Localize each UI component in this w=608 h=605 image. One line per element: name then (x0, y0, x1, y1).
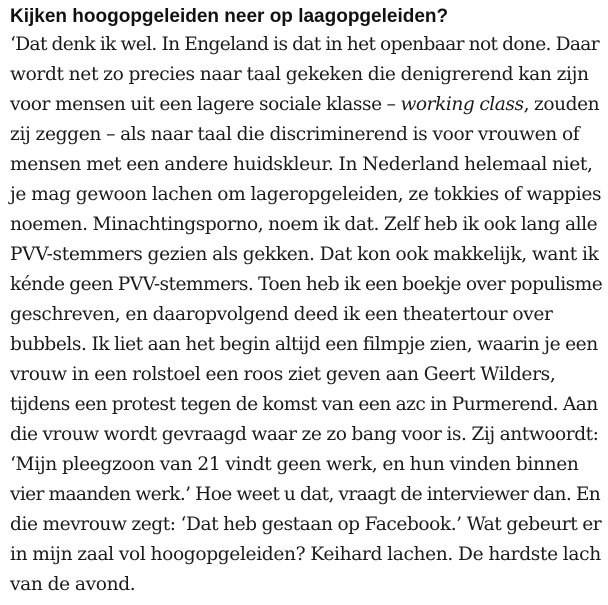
paragraph-line: bubbels. Ik liet aan het begin altijd een filmpje zien, waarin je een (10, 334, 598, 355)
paragraph-line: ‘Mijn pleegzoon van 21 vindt geen werk, en hun vinden binnen (10, 454, 579, 475)
paragraph-line: vrouw in een rolstoel een roos ziet geven aan Geert Wilders, (10, 364, 556, 385)
paragraph-line: geschreven, en daaropvolgend deed ik een theatertour over (10, 304, 553, 325)
paragraph-line: je mag gewoon lachen om lageropgeleiden, ze tokkies of wappies (10, 184, 602, 205)
italic-term: working class (400, 94, 524, 115)
article-heading: Kijken hoogopgeleiden neer op laagopgeleiden? (10, 6, 449, 27)
line-text: voor mensen uit een lagere sociale klasse – (10, 94, 396, 115)
paragraph-line: tijdens een protest tegen de komst van een azc in Purmerend. Aan (10, 394, 598, 415)
paragraph-line: mensen met een andere huidskleur. In Nederland helemaal niet, (10, 154, 593, 175)
paragraph-line: wordt net zo precies naar taal gekeken die denigrerend kan zijn (10, 64, 589, 85)
paragraph-line: noemen. Minachtingsporno, noem ik dat. Zelf heb ik ook lang alle (10, 214, 598, 235)
paragraph-line: die vrouw wordt gevraagd waar ze zo bang voor is. Zij antwoordt: (10, 424, 599, 445)
paragraph-line: ‘Dat denk ik wel. In Engeland is dat in het openbaar not done. Daar (10, 34, 599, 55)
paragraph-line: in mijn zaal vol hoogopgeleiden? Keihard lachen. De hardste lach (10, 544, 601, 565)
paragraph-line: kénde geen PVV-stemmers. Toen heb ik een boekje over populisme (10, 274, 603, 295)
article-paragraph (10, 30, 602, 600)
paragraph-line: vier maanden werk.’ Hoe weet u dat, vraagt de interviewer dan. En (10, 484, 601, 505)
paragraph-line: die mevrouw zegt: ‘Dat heb gestaan op Facebook.’ Wat gebeurt er (10, 514, 602, 535)
paragraph-line: PVV-stemmers gezien als gekken. Dat kon ook makkelijk, want ik (10, 244, 599, 265)
paragraph-line: zij zeggen – als naar taal die discriminerend is voor vrouwen of (10, 124, 580, 145)
paragraph-line: van de avond. (10, 574, 136, 595)
line-text: , zouden (523, 94, 600, 115)
paragraph-line (10, 90, 602, 120)
